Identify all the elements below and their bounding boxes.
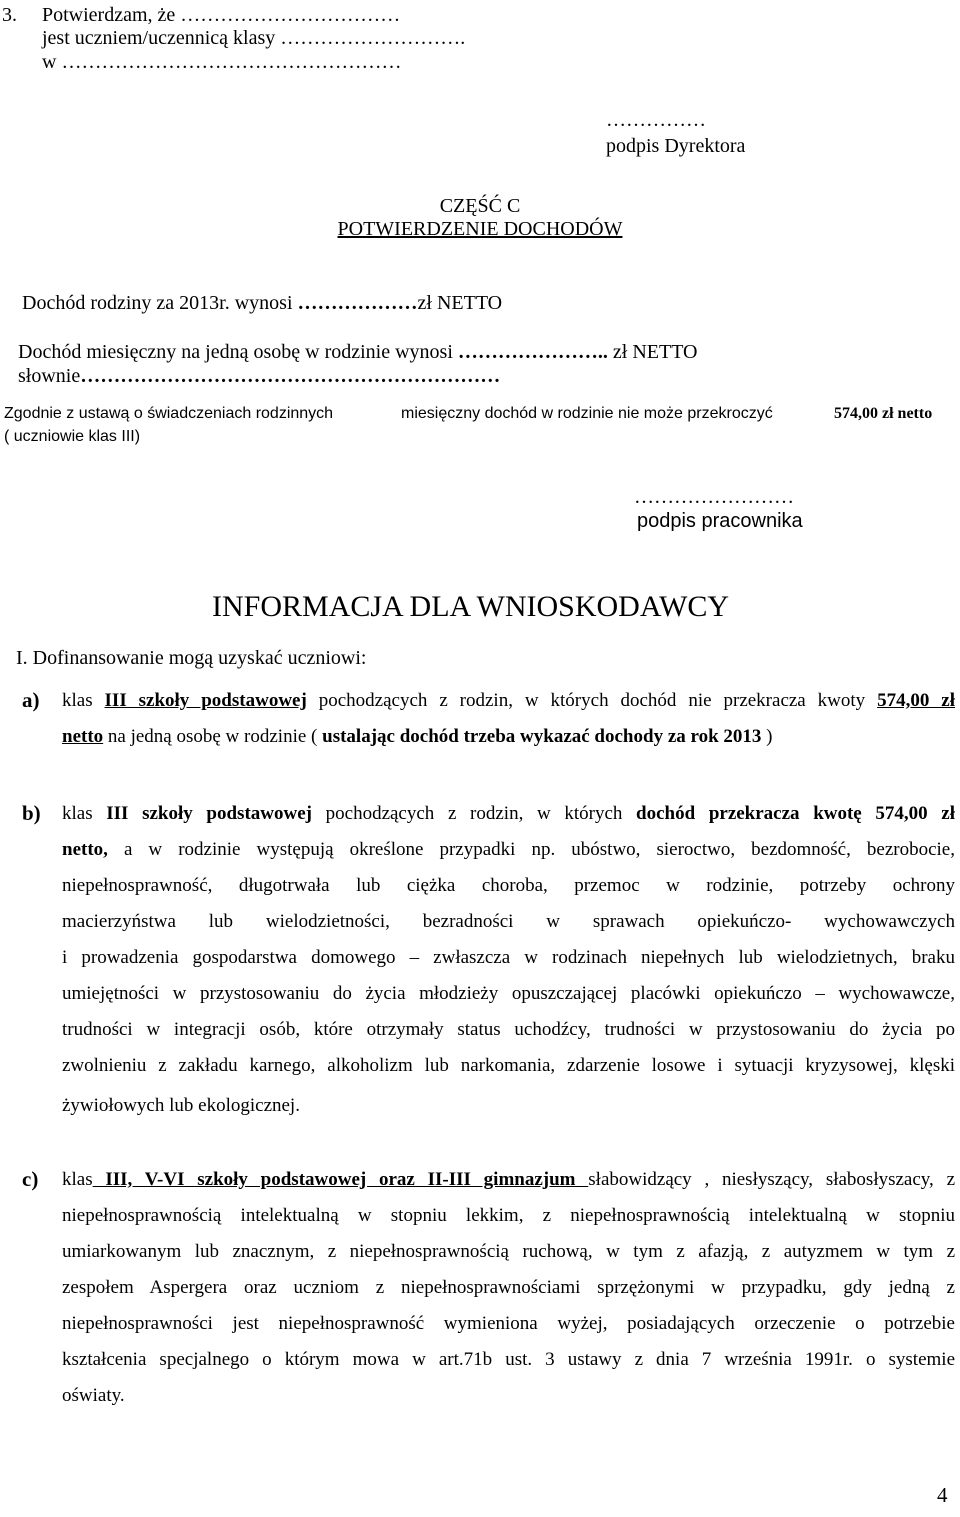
income-in-words-line	[18, 364, 500, 388]
item-b-income-exceeds: dochód przekracza kwotę	[636, 803, 862, 824]
item-b-netto: netto,	[62, 839, 108, 860]
item-c-line-3: umiarkowanym lub znacznym, z niepełnosprawnością ruchową, w tym z afazją, z autyzmem w tym z	[62, 1241, 955, 1262]
item-a-line-2	[62, 725, 955, 749]
item-b-line-6: umiejętności w przystosowaniu do życia młodzieży opuszczającej placówki opiekuńczo – wychowawcze,	[62, 983, 955, 1004]
item-a-close: )	[761, 726, 773, 747]
item-b-text-2: a w rodzinie występują określone przypadki np. ubóstwo, sieroctwo, bezdomność, bezrobocie,	[107, 839, 955, 860]
income-in-words-field: ………………………………………………………	[80, 365, 501, 387]
page-number: 4	[937, 1483, 948, 1507]
item-b-line-4: macierzyństwa lub wielodzietności, bezradności w sprawach opiekuńczo- wychowawczych	[62, 911, 955, 932]
family-income-line	[22, 291, 502, 315]
law-amount: 574,00 zł netto	[834, 405, 933, 422]
item-a-text: pochodzących z rodzin, w których dochód nie przekracza kwoty	[306, 690, 878, 711]
item-number: 3.	[2, 4, 17, 26]
item-b-line-7: trudności w integracji osób, które otrzymały status uchodźcy, trudności w przystosowaniu do życia po	[62, 1019, 955, 1040]
part-c-heading: CZĘŚĆ C	[439, 195, 521, 217]
law-text-part-1: Zgodnie z ustawą o świadczeniach rodzinnych	[4, 405, 334, 422]
income-in-words-label: słownie	[18, 365, 81, 387]
law-text-part-3: ( uczniowie klas III)	[4, 428, 141, 445]
confirm-line-3: w ……………………………………………	[42, 51, 402, 73]
item-c-line-2: niepełnosprawnością intelektualną w stopniu lekkim, z niepełnosprawnością intelektualną w stopniu	[62, 1205, 955, 1226]
item-b-marker: b)	[22, 801, 41, 825]
director-signature-dots: ……………	[606, 109, 706, 131]
item-b-text: pochodzących z rodzin, w których	[311, 803, 637, 824]
part-c-subheading: POTWIERDZENIE DOCHODÓW	[337, 218, 623, 240]
section-1-heading: I. Dofinansowanie mogą uzyskać uczniowi:	[16, 647, 367, 669]
item-c-line-4: zespołem Aspergera oraz uczniom z niepełnosprawnościami sprzężonymi w przypadku, gdy jedną z	[62, 1277, 955, 1298]
item-b-line-5: i prowadzenia gospodarstwa domowego – zwłaszcza w rodzinach niepełnych lub wielodzietnych, braku	[62, 947, 955, 968]
item-a-text-2: na jedną osobę w rodzinie (	[103, 726, 323, 747]
item-b-line-2	[62, 838, 955, 862]
item-c-text: słabowidzący , niesłyszący, słabosłyszacy, z	[588, 1169, 955, 1190]
item-c-line-7: oświaty.	[62, 1385, 125, 1406]
worker-signature-dots: ……………………	[634, 486, 794, 508]
item-c-line-1	[62, 1168, 955, 1192]
item-c-line-6: kształcenia specjalnego o którym mowa w art.71b ust. 3 ustawy z dnia 7 września 1991r. o systemie	[62, 1349, 955, 1370]
confirm-line-2: jest uczniem/uczennicą klasy ……………………….	[42, 27, 466, 49]
item-c-marker: c)	[22, 1167, 39, 1191]
item-a-marker: a)	[22, 688, 40, 712]
family-income-field: ………………	[297, 292, 418, 314]
item-c-schools: III, V-VI szkoły podstawowej oraz II-III gimnazjum	[92, 1169, 589, 1190]
per-person-income-field: …………………..	[457, 341, 608, 363]
item-b-line-8: zwolnieniu z zakładu karnego, alkoholizm lub narkomania, zdarzenie losowe i sytuacji kryzysowej, klęski	[62, 1055, 955, 1076]
info-title: INFORMACJA DLA WNIOSKODAWCY	[212, 590, 730, 623]
item-b-line-3: niepełnosprawność, długotrwała lub ciężka choroba, przemoc w rodzinie, potrzeby ochrony	[62, 875, 955, 896]
item-a-school: III szkoły podstawowej	[104, 690, 307, 711]
item-a-line-1	[62, 689, 955, 713]
item-a-klas: klas	[62, 690, 105, 711]
director-signature-label: podpis Dyrektora	[606, 135, 746, 157]
item-c-klas: klas	[62, 1169, 93, 1190]
family-income-label: Dochód rodziny za 2013r. wynosi	[22, 292, 298, 314]
confirm-line-1: Potwierdzam, że ……………………………	[42, 4, 401, 26]
item-a-note: ustalając dochód trzeba wykazać dochody za rok 2013	[322, 726, 762, 747]
per-person-income-label: Dochód miesięczny na jedną osobę w rodzinie wynosi	[18, 341, 458, 363]
item-b-line-1	[62, 802, 955, 826]
item-b-amount: 574,00 zł	[861, 803, 956, 824]
item-b-school: III szkoły podstawowej	[106, 803, 312, 824]
item-a-amount: 574,00 zł	[877, 690, 955, 711]
per-person-income-line	[18, 340, 698, 364]
item-b-line-9: żywiołowych lub ekologicznej.	[62, 1095, 300, 1116]
per-person-income-unit: zł NETTO	[607, 341, 698, 363]
family-income-unit: zł NETTO	[417, 292, 503, 314]
worker-signature-label: podpis pracownika	[637, 510, 803, 532]
item-a-netto: netto	[62, 726, 104, 747]
law-text-part-2: miesięczny dochód w rodzinie nie może przekroczyć	[401, 405, 773, 422]
item-b-klas: klas	[62, 803, 107, 824]
item-c-line-5: niepełnosprawności jest niepełnosprawność wymieniona wyżej, posiadających orzeczenie o potrzebie	[62, 1313, 955, 1334]
